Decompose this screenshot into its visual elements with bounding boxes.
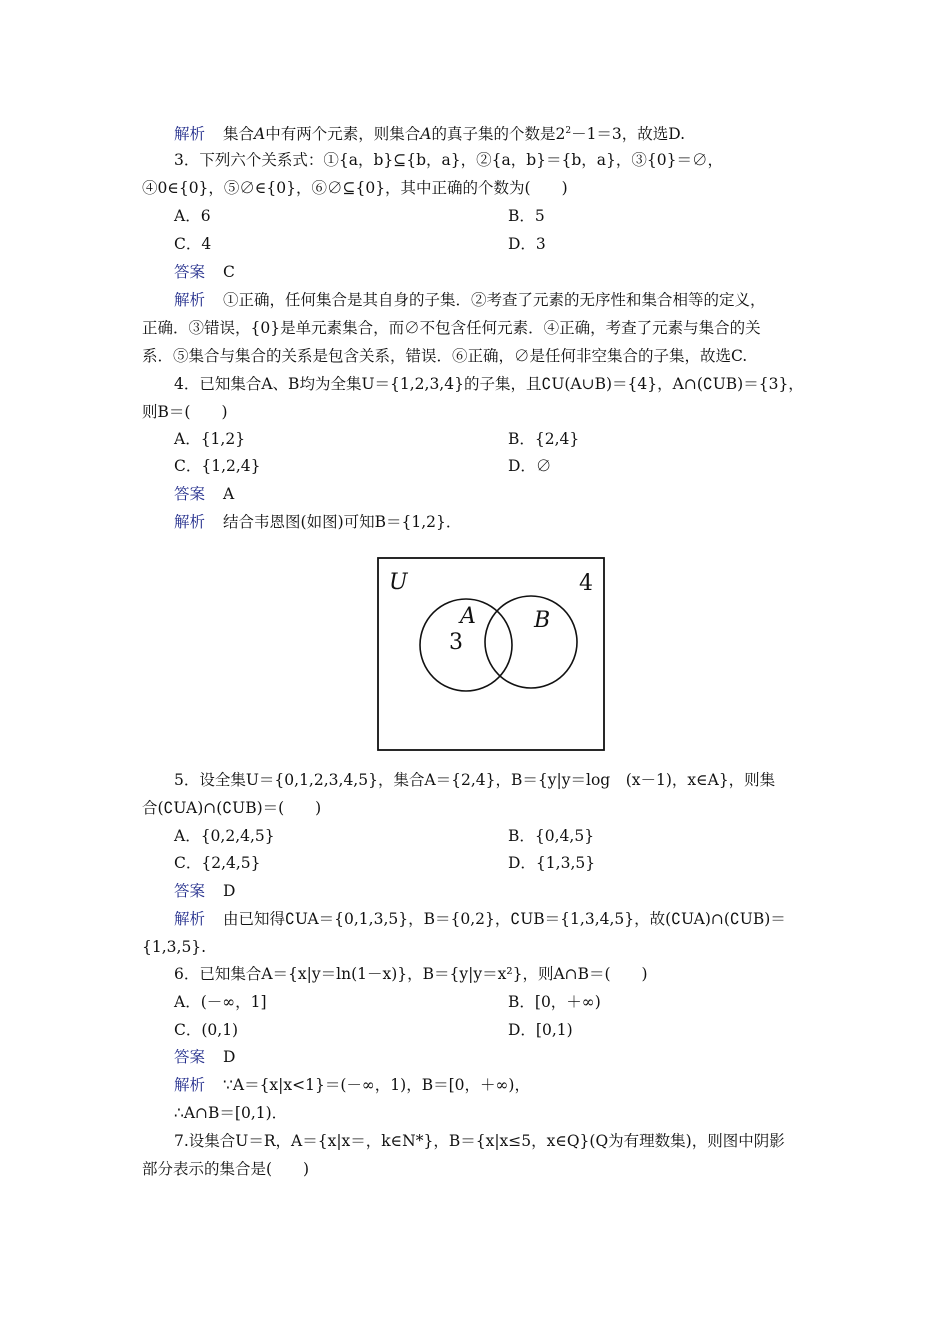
option-c: C．(0,1)	[174, 1021, 239, 1039]
option-a: A．(－∞，1]	[174, 993, 267, 1011]
option-b: B．[0，＋∞)	[508, 993, 601, 1011]
option-b: B．5	[508, 207, 545, 225]
venn-outside-value: 4	[579, 571, 593, 596]
q2-analysis: 解析 集合A中有两个元素，则集合A的真子集的个数是$2^2-1=3$，故选D.	[174, 125, 686, 143]
q7-question-line2: 部分表示的集合是( )	[142, 1160, 310, 1178]
option-d: D．∅	[508, 457, 552, 475]
q3-question-line2: ④0∈{0}，⑤∅∈{0}，⑥∅⊆{0}，其中正确的个数为( )	[142, 179, 568, 197]
q7-question-line1: 7.设集合U＝R，A＝{x|x＝，k∈N*}，B＝{x|x≤5，x∈Q}(Q为有理数集)，则图中阴影	[174, 1132, 785, 1150]
q5-options-row2	[174, 849, 844, 877]
analysis-label: 解析	[174, 910, 206, 928]
q3-question-line1: 3．下列六个关系式：①{a，b}⊆{b，a}，②{a，b}＝{b，a}，③{0}＝∅，	[174, 151, 723, 169]
option-c: C．4	[174, 235, 212, 253]
q6-answer: 答案 D	[174, 1048, 236, 1066]
q3-analysis-line3: 系．⑤集合与集合的关系是包含关系，错误．⑥正确，∅是任何非空集合的子集，故选C.	[142, 347, 748, 365]
answer-label: 答案	[174, 485, 206, 503]
answer-label: 答案	[174, 882, 206, 900]
q4-question-line1: 4．已知集合A、B均为全集U＝{1,2,3,4}的子集，且∁U(A∪B)＝{4}，A∩(∁UB)＝{3}，	[174, 375, 804, 393]
venn-u-label: U	[389, 570, 408, 595]
q6-question: 6．已知集合A＝{x|y＝ln(1－x)}，B＝{y|y＝x²}，则A∩B＝( )	[174, 965, 648, 983]
option-d: D．[0,1)	[508, 1021, 573, 1039]
q5-analysis-line1: 解析 由已知得∁UA＝{0,1,3,5}，B＝{0,2}，∁UB＝{1,3,4,5}，故(∁UA)∩(∁UB)＝	[174, 910, 786, 928]
q3-options-row2	[174, 230, 844, 258]
q5-analysis-line2: {1,3,5}.	[142, 938, 207, 956]
q6-options-row1	[174, 988, 844, 1016]
answer-label: 答案	[174, 263, 206, 281]
q5-question-line1: 5．设全集U＝{0,1,2,3,4,5}，集合A＝{2,4}，B＝{y|y＝log (x－1)，x∈A}，则集	[174, 771, 776, 789]
option-b: B．{2,4}	[508, 430, 580, 448]
venn-a-label: A	[460, 604, 476, 629]
option-a: A．{0,2,4,5}	[174, 827, 275, 845]
q6-analysis-line2: ∴A∩B＝[0,1)．	[174, 1104, 288, 1122]
q6-options-row2	[174, 1016, 844, 1044]
q4-answer: 答案 A	[174, 485, 235, 503]
q5-question-line2: 合(∁UA)∩(∁UB)＝( )	[142, 799, 322, 817]
q4-options-row2	[174, 452, 844, 480]
option-d: D．3	[508, 235, 546, 253]
q3-answer: 答案 C	[174, 263, 235, 281]
q6-analysis-line1: 解析 ∵A＝{x|x<1}＝(－∞，1)，B＝[0，＋∞)，	[174, 1076, 530, 1094]
q5-answer: 答案 D	[174, 882, 236, 900]
q5-options-row1	[174, 822, 844, 850]
venn-b-label: B	[534, 608, 551, 633]
option-d: D．{1,3,5}	[508, 854, 596, 872]
option-c: C．{2,4,5}	[174, 854, 261, 872]
analysis-label: 解析	[174, 513, 206, 531]
venn-diagram	[377, 557, 605, 751]
q3-analysis-line1: 解析 ①正确，任何集合是其自身的子集．②考查了元素的无序性和集合相等的定义，	[174, 291, 766, 309]
q4-question-line2: 则B＝( )	[142, 403, 228, 421]
q4-analysis: 解析 结合韦恩图(如图)可知B＝{1,2}．	[174, 513, 462, 531]
q3-options-row1	[174, 202, 844, 230]
analysis-label: 解析	[174, 291, 206, 309]
venn-a-value: 3	[449, 630, 463, 655]
option-c: C．{1,2,4}	[174, 457, 261, 475]
analysis-label: 解析	[174, 125, 206, 143]
q3-analysis-line2: 正确．③错误，{0}是单元素集合，而∅不包含任何元素．④正确，考查了元素与集合的关	[142, 319, 761, 337]
universal-set-rect	[378, 558, 604, 750]
answer-label: 答案	[174, 1048, 206, 1066]
option-a: A．{1,2}	[174, 430, 246, 448]
q4-options-row1	[174, 425, 844, 453]
option-b: B．{0,4,5}	[508, 827, 595, 845]
analysis-label: 解析	[174, 1076, 206, 1094]
option-a: A．6	[174, 207, 211, 225]
